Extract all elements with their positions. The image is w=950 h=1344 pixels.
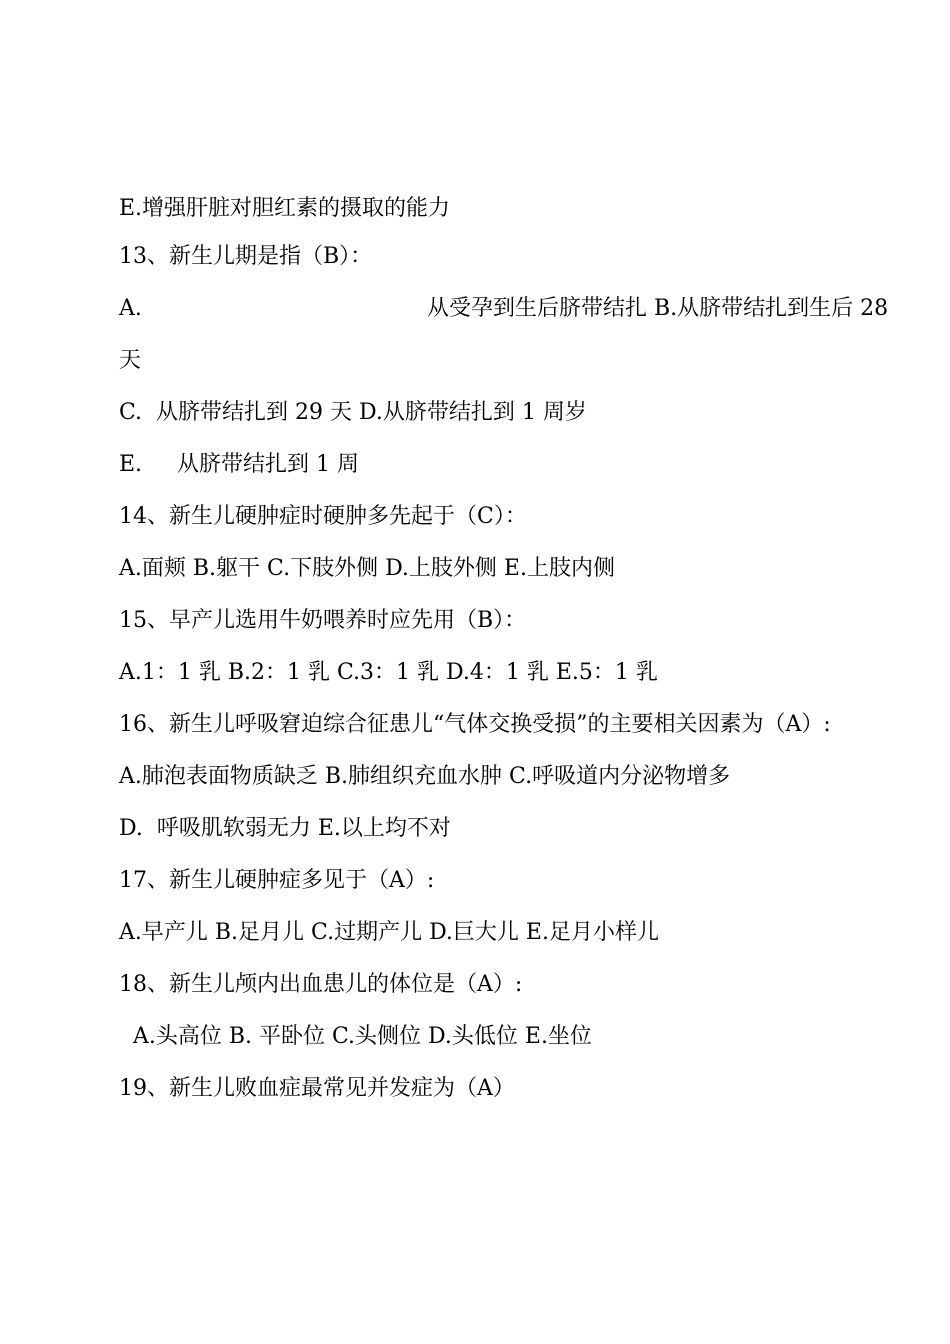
question-15: 15、早产儿选用牛奶喂养时应先用（B）：	[119, 608, 527, 633]
option-line: A.早产儿 B.足月儿 C.过期产儿 D.巨大儿 E.足月小样儿	[119, 920, 659, 945]
question-19: 19、新生儿败血症最常见并发症为（A）	[119, 1076, 515, 1101]
option-line: A.面颊 B.躯干 C.下肢外侧 D.上肢外侧 E.上肢内侧	[119, 556, 615, 581]
option-line: A.肺泡表面物质缺乏 B.肺组织充血水肿 C.呼吸道内分泌物增多	[119, 764, 731, 789]
question-17: 17、新生儿硬肿症多见于（A）:	[119, 868, 435, 893]
option-line-continued: 从受孕到生后脐带结扎 B.从脐带结扎到生后 28	[427, 296, 889, 321]
question-13: 13、新生儿期是指（B）：	[119, 244, 373, 269]
option-line: C. 从脐带结扎到 29 天 D.从脐带结扎到 1 周岁	[119, 400, 587, 425]
option-line: D. 呼吸肌软弱无力 E.以上均不对	[119, 816, 451, 841]
option-line: A.	[119, 296, 142, 321]
text-line: 天	[119, 348, 142, 373]
option-line: E. 从脐带结扎到 1 周	[119, 452, 360, 477]
option-line: A.头高位 B. 平卧位 C.头侧位 D.头低位 E.坐位	[119, 1024, 592, 1049]
question-16: 16、新生儿呼吸窘迫综合征患儿“气体交换受损”的主要相关因素为（A）:	[119, 712, 831, 737]
question-18: 18、新生儿颅内出血患儿的体位是（A）:	[119, 972, 523, 997]
text-line: E.增强肝脏对胆红素的摄取的能力	[119, 196, 451, 221]
question-14: 14、新生儿硬肿症时硬肿多先起于（C）：	[119, 504, 527, 529]
option-line: A.1：1 乳 B.2：1 乳 C.3：1 乳 D.4：1 乳 E.5：1 乳	[119, 660, 658, 685]
